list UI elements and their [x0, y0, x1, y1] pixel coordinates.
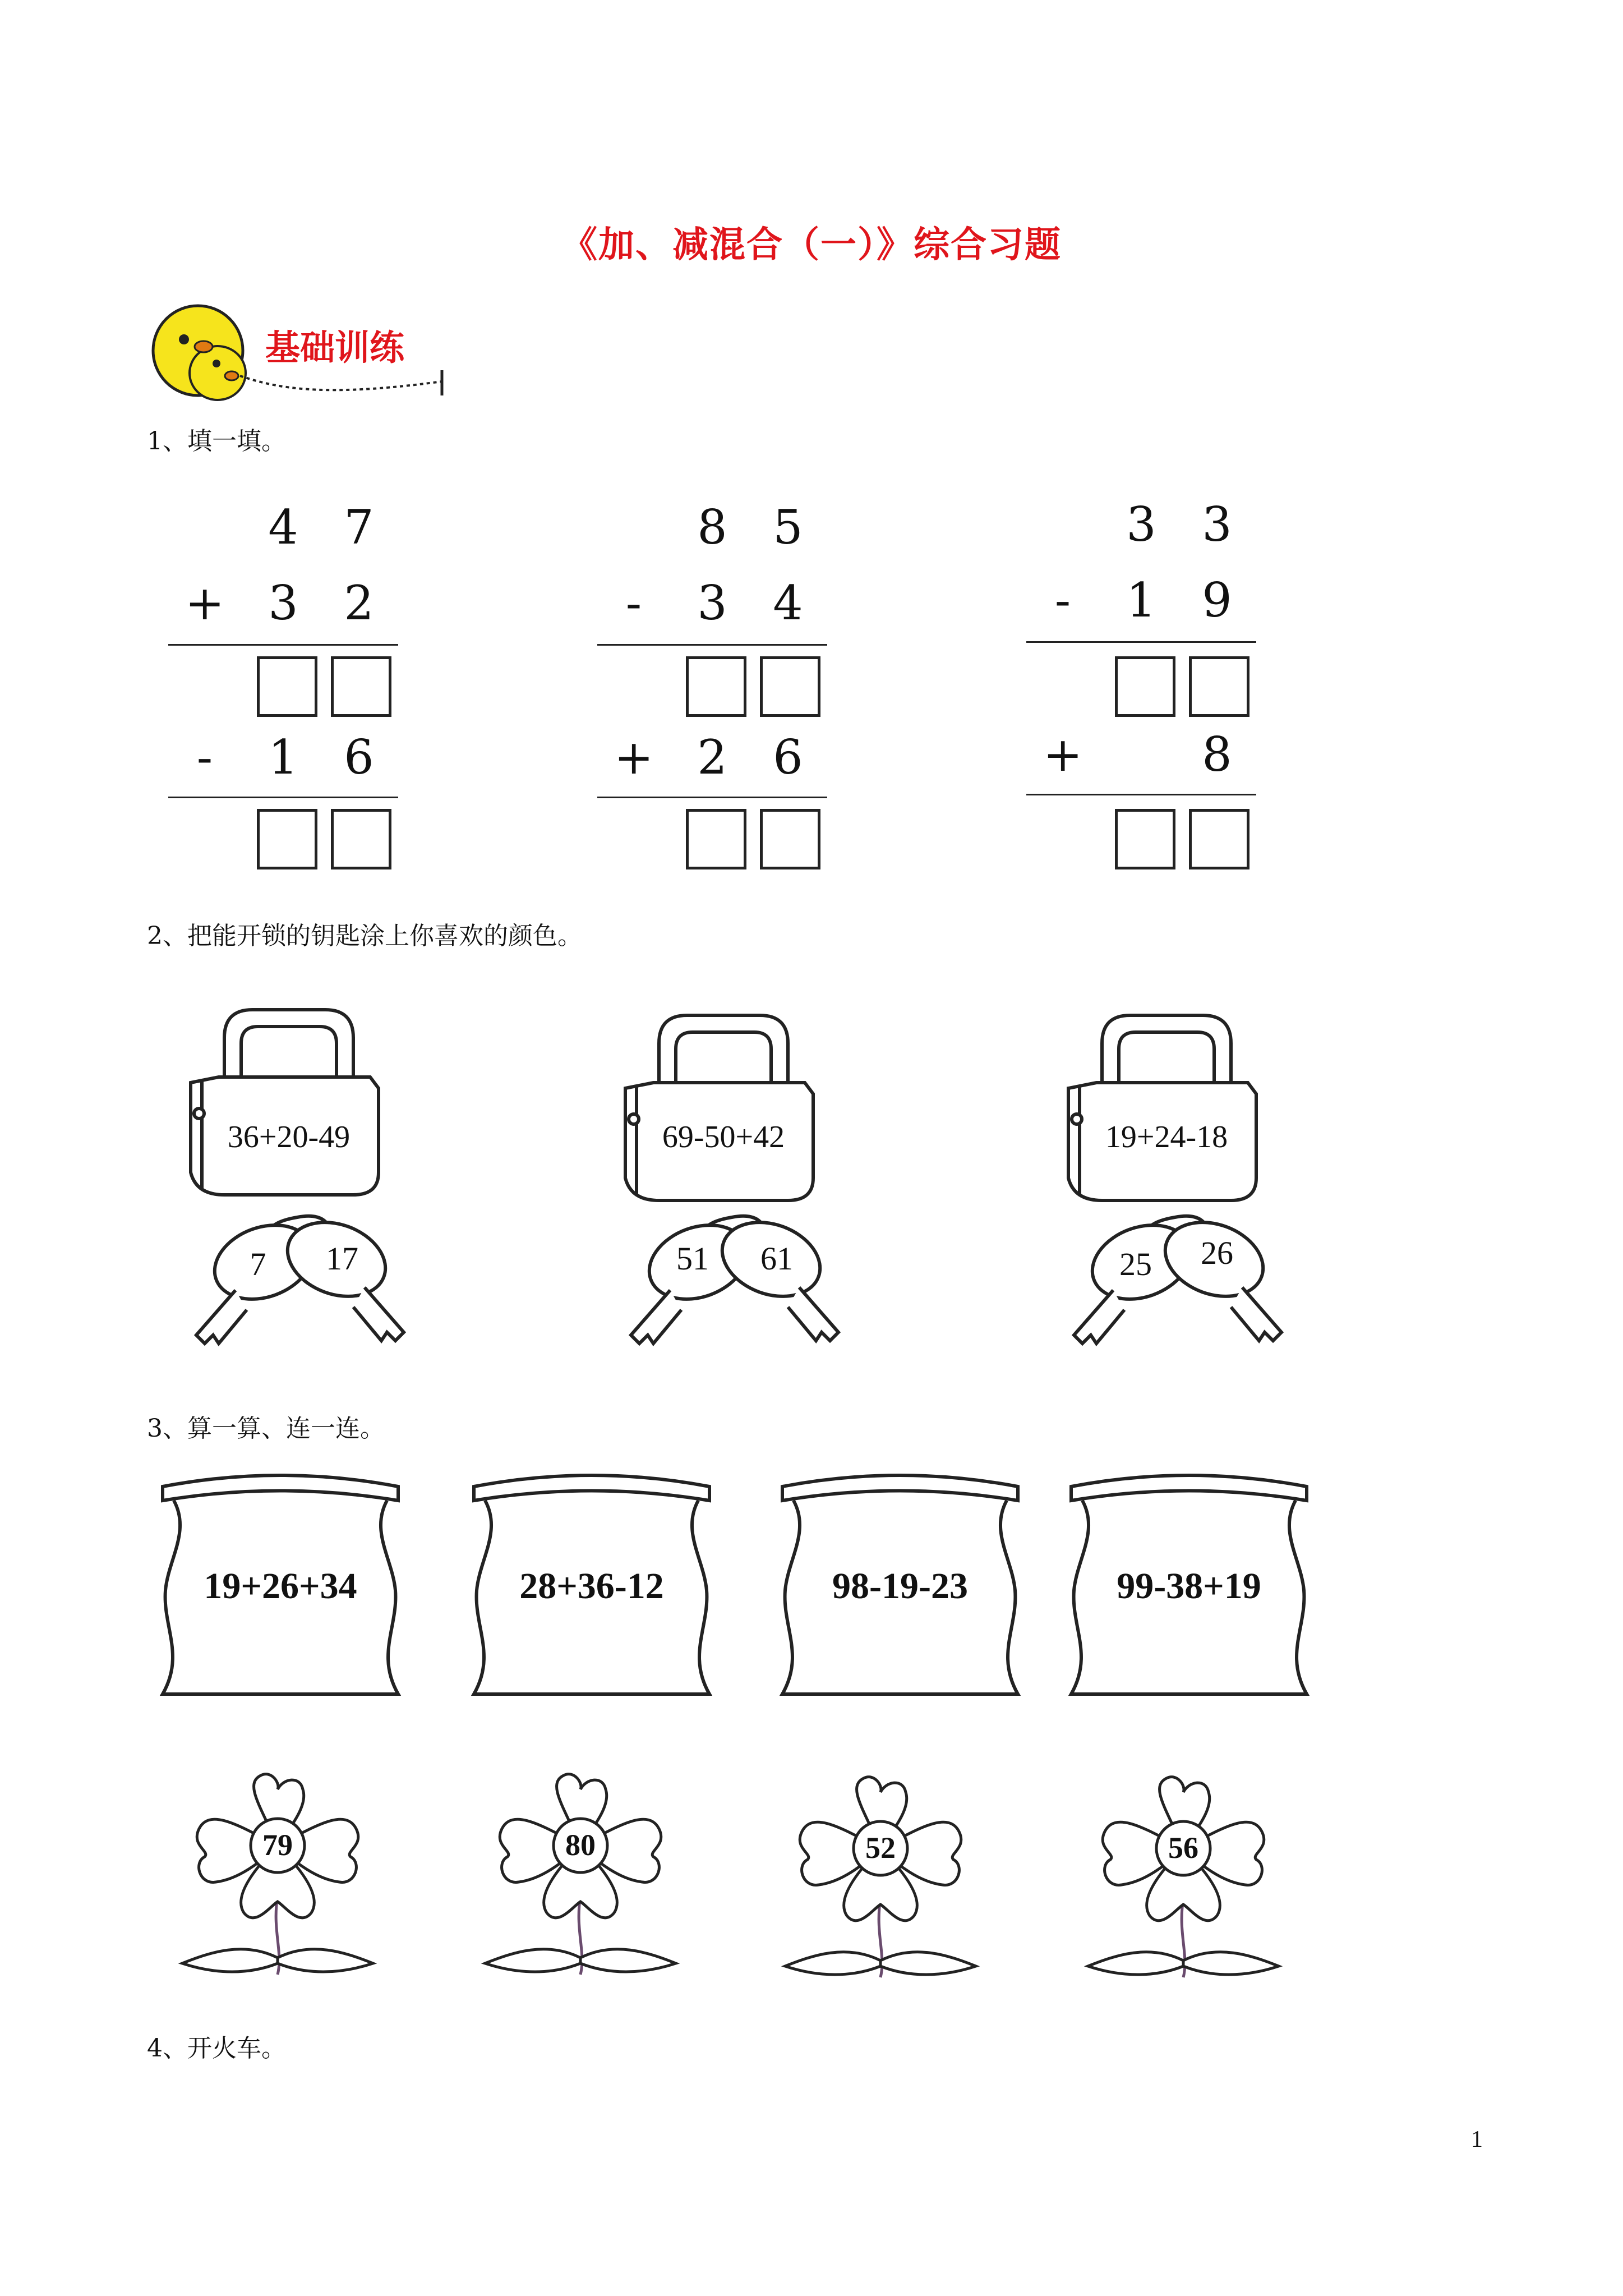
- lock-group-1: [185, 1004, 465, 1363]
- answer-box[interactable]: [331, 809, 391, 869]
- flower-1[interactable]: [177, 1773, 379, 1986]
- digit: 3: [1202, 497, 1232, 552]
- answer-box[interactable]: [257, 809, 317, 869]
- digit: 4: [268, 500, 298, 555]
- question-4: 4、开火车。: [147, 2034, 286, 2063]
- key-value[interactable]: 7: [250, 1246, 266, 1282]
- key-pair-icon: [1074, 1209, 1281, 1343]
- answer-box[interactable]: [760, 656, 820, 717]
- digit: 4: [773, 576, 803, 631]
- plus-sign: +: [185, 576, 225, 631]
- question-3: 3、算一算、连一连。: [147, 1414, 385, 1443]
- plus-sign: +: [1043, 727, 1083, 782]
- divider-line: [597, 797, 827, 798]
- lock-icon: [191, 1010, 379, 1195]
- answer-box[interactable]: [1115, 809, 1175, 869]
- flower-value: 80: [565, 1828, 596, 1862]
- vase-expression: 99-38+19: [1117, 1566, 1261, 1607]
- digit: 5: [773, 500, 803, 555]
- plus-sign: +: [614, 730, 654, 785]
- digit: 9: [1202, 573, 1232, 628]
- vase-2[interactable]: [468, 1470, 715, 1705]
- flower-icon: [177, 1773, 379, 1986]
- lock-expression: 36+20-49: [227, 1120, 351, 1154]
- vertical-problem-1: [168, 499, 404, 869]
- lock-icon: [1068, 1015, 1256, 1200]
- divider-line: [1026, 641, 1256, 643]
- digit: 2: [697, 730, 727, 785]
- answer-box[interactable]: [331, 656, 391, 717]
- vase-expression: 19+26+34: [204, 1566, 357, 1607]
- vase-expression: 98-19-23: [832, 1566, 968, 1607]
- flower-4[interactable]: [1082, 1775, 1284, 1989]
- answer-box[interactable]: [1189, 809, 1249, 869]
- vase-3[interactable]: [777, 1470, 1023, 1705]
- key-pair-icon: [196, 1209, 404, 1343]
- section-badge: [150, 297, 453, 404]
- divider-line: [168, 644, 398, 646]
- divider-line: [1026, 794, 1256, 795]
- key-value[interactable]: 51: [676, 1240, 709, 1277]
- minus-sign: -: [1054, 573, 1071, 628]
- digit: 7: [344, 500, 374, 555]
- key-value[interactable]: 17: [326, 1240, 358, 1277]
- flower-3[interactable]: [780, 1775, 981, 1989]
- flower-value: 56: [1168, 1831, 1198, 1865]
- answer-box[interactable]: [760, 809, 820, 869]
- minus-sign: -: [625, 576, 642, 631]
- page-number: 1: [1471, 2127, 1483, 2152]
- lock-group-3: [1063, 1010, 1343, 1369]
- answer-box[interactable]: [686, 809, 746, 869]
- digit: 1: [268, 730, 298, 785]
- lock-expression: 19+24-18: [1105, 1120, 1228, 1154]
- digit: 3: [268, 576, 298, 631]
- flower-icon: [780, 1775, 981, 1989]
- key-value[interactable]: 25: [1119, 1246, 1152, 1282]
- page-title: 《加、减混合（一）》综合习题: [561, 224, 1062, 266]
- question-1: 1、填一填。: [147, 427, 286, 455]
- digit: 6: [344, 730, 374, 785]
- lock-group-2: [620, 1010, 900, 1369]
- divider-line: [597, 644, 827, 646]
- flower-icon: [479, 1773, 681, 1986]
- key-value[interactable]: 26: [1201, 1235, 1233, 1271]
- flower-icon: [1082, 1775, 1284, 1989]
- key-value[interactable]: 61: [760, 1240, 793, 1277]
- digit: 1: [1126, 573, 1156, 628]
- key-pair-icon: [631, 1209, 838, 1343]
- answer-box[interactable]: [1115, 656, 1175, 717]
- answer-box[interactable]: [1189, 656, 1249, 717]
- divider-line: [168, 797, 398, 798]
- flower-2[interactable]: [479, 1773, 681, 1986]
- digit: 6: [773, 730, 803, 785]
- answer-box[interactable]: [257, 656, 317, 717]
- vase-expression: 28+36-12: [519, 1566, 664, 1607]
- vertical-problem-2: [597, 499, 833, 869]
- digit: 8: [697, 500, 727, 555]
- lock-icon: [625, 1015, 813, 1200]
- answer-box[interactable]: [686, 656, 746, 717]
- vase-1[interactable]: [157, 1470, 404, 1705]
- flower-value: 79: [262, 1828, 293, 1862]
- digit: 8: [1202, 727, 1232, 782]
- flower-value: 52: [865, 1831, 896, 1865]
- digit: 3: [1126, 497, 1156, 552]
- question-2: 2、把能开锁的钥匙涂上你喜欢的颜色。: [147, 922, 582, 950]
- lock-expression: 69-50+42: [662, 1120, 785, 1154]
- digit: 2: [344, 576, 374, 631]
- digit: 3: [697, 576, 727, 631]
- vertical-problem-3: [1026, 496, 1262, 867]
- vase-4[interactable]: [1066, 1470, 1312, 1705]
- section-label: 基础训练: [265, 327, 405, 368]
- minus-sign: -: [196, 730, 213, 785]
